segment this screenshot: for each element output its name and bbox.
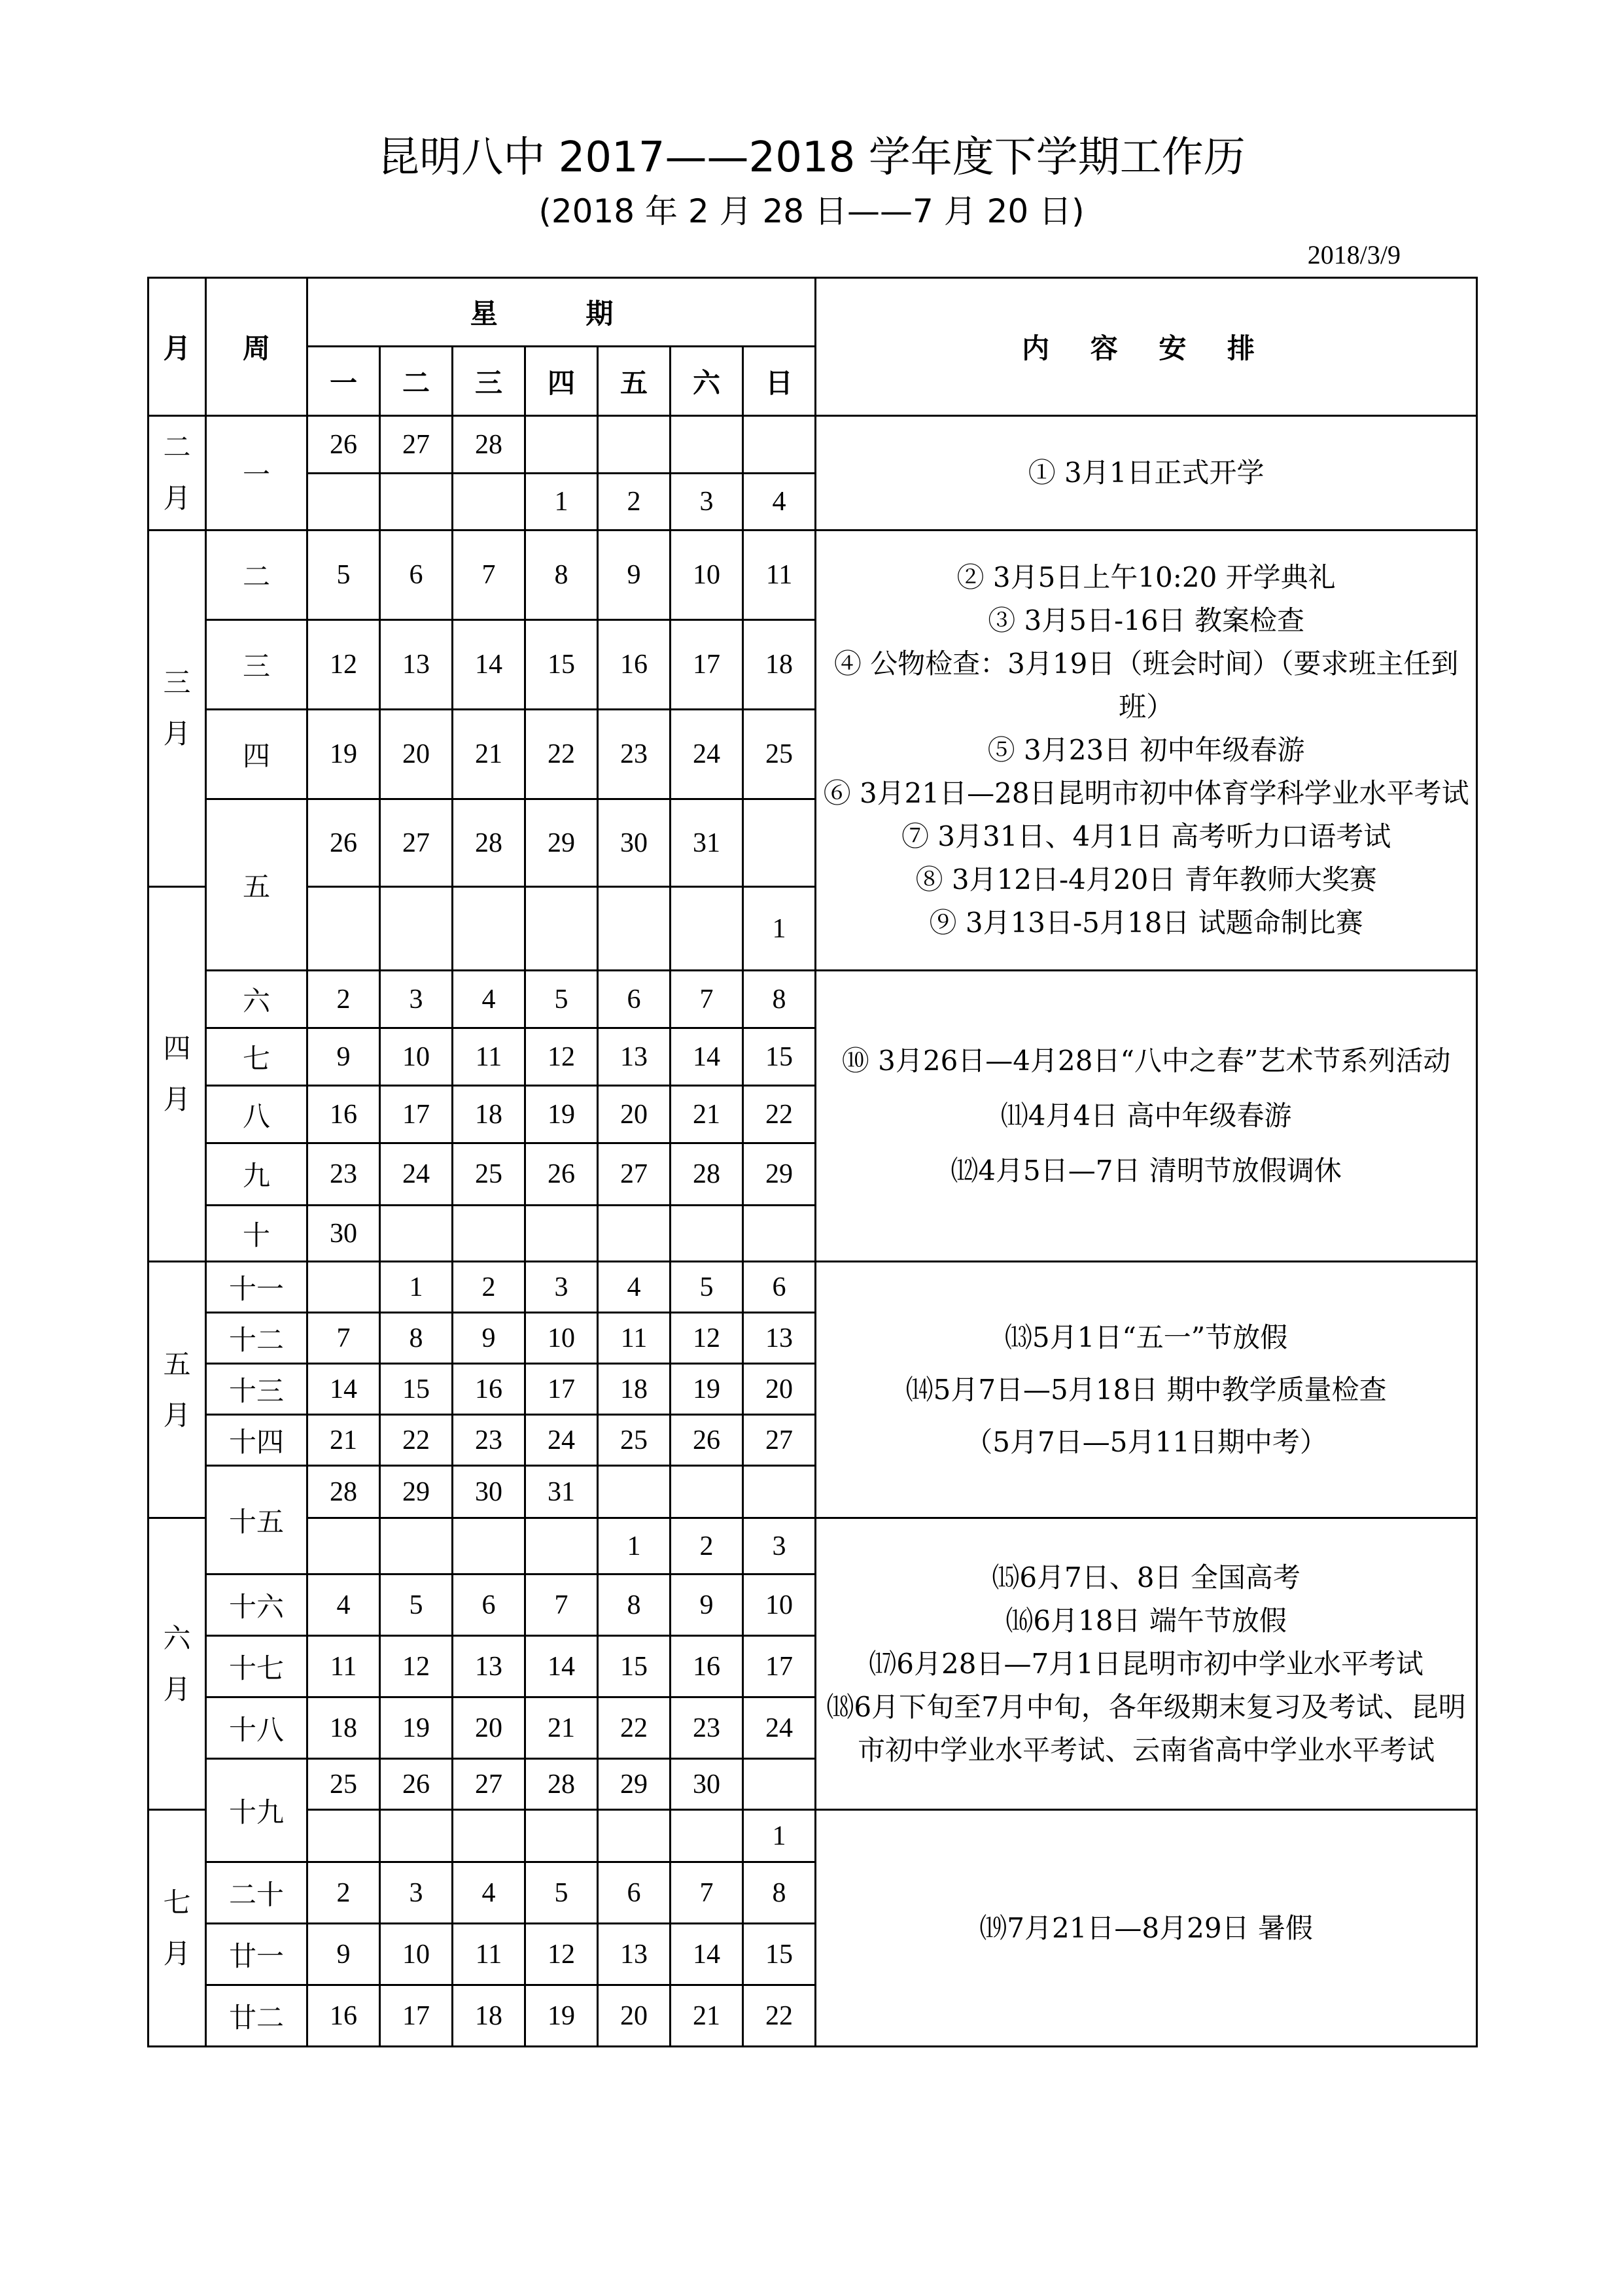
day-cell: 23 <box>671 1697 743 1759</box>
day-cell: 12 <box>307 620 380 710</box>
week-label: 十四 <box>206 1415 307 1466</box>
schedule-item: ⒅6月下旬至7月中旬，各年级期末复习及考试、昆明市初中学业水平考试、云南省高中学业水平考试 <box>826 1690 1466 1766</box>
day-cell: 22 <box>525 710 598 799</box>
day-cell: 5 <box>307 531 380 620</box>
week-label: 七 <box>206 1028 307 1086</box>
day-cell <box>598 416 671 474</box>
week-label: 廿一 <box>206 1924 307 1985</box>
day-cell: 15 <box>743 1924 816 1985</box>
day-cell: 21 <box>671 1086 743 1143</box>
day-cell <box>743 799 816 887</box>
day-cell: 9 <box>307 1028 380 1086</box>
week-label: 十 <box>206 1206 307 1262</box>
header-day: 二 <box>380 347 453 416</box>
day-cell: 21 <box>453 710 525 799</box>
day-cell <box>380 1810 453 1862</box>
day-cell: 16 <box>307 1086 380 1143</box>
day-cell: 15 <box>525 620 598 710</box>
week-label: 一 <box>206 416 307 531</box>
week-label: 廿二 <box>206 1985 307 2047</box>
day-cell: 16 <box>598 620 671 710</box>
content-may <box>816 1262 1477 1518</box>
content-mar <box>816 531 1477 971</box>
week-label: 八 <box>206 1086 307 1143</box>
day-cell: 29 <box>743 1143 816 1206</box>
day-cell: 10 <box>380 1924 453 1985</box>
day-cell: 14 <box>671 1028 743 1086</box>
day-cell <box>598 1466 671 1518</box>
day-cell: 27 <box>453 1759 525 1810</box>
day-cell: 13 <box>598 1924 671 1985</box>
day-cell: 23 <box>598 710 671 799</box>
day-cell: 11 <box>453 1028 525 1086</box>
day-cell <box>380 1206 453 1262</box>
day-cell: 24 <box>380 1143 453 1206</box>
day-cell: 18 <box>453 1086 525 1143</box>
schedule-item: ⒂6月7日、8日 全国高考 <box>992 1561 1300 1593</box>
day-cell: 13 <box>743 1313 816 1364</box>
day-cell: 7 <box>671 971 743 1028</box>
day-cell <box>380 474 453 531</box>
header-content-label: 内 容 安 排 <box>1022 332 1271 364</box>
day-cell: 7 <box>453 531 525 620</box>
day-cell <box>671 1466 743 1518</box>
day-cell: 25 <box>307 1759 380 1810</box>
day-cell: 28 <box>307 1466 380 1518</box>
day-cell <box>525 416 598 474</box>
week-label: 十九 <box>206 1759 307 1862</box>
day-cell: 2 <box>671 1518 743 1574</box>
day-cell: 16 <box>453 1364 525 1415</box>
day-cell: 29 <box>525 799 598 887</box>
day-cell <box>525 1206 598 1262</box>
day-cell: 26 <box>525 1143 598 1206</box>
day-cell: 16 <box>307 1985 380 2047</box>
day-cell: 31 <box>671 799 743 887</box>
day-cell: 30 <box>307 1206 380 1262</box>
day-cell: 5 <box>525 1862 598 1924</box>
schedule-item: ⑦ 3月31日、4月1日 高考听力口语考试 <box>901 820 1391 852</box>
day-cell: 4 <box>743 474 816 531</box>
day-cell: 1 <box>525 474 598 531</box>
day-cell <box>307 887 380 971</box>
week-label: 三 <box>206 620 307 710</box>
week-label: 十六 <box>206 1574 307 1636</box>
day-cell: 24 <box>525 1415 598 1466</box>
day-cell: 1 <box>743 887 816 971</box>
day-cell: 7 <box>525 1574 598 1636</box>
day-cell <box>525 1518 598 1574</box>
day-cell: 1 <box>380 1262 453 1313</box>
day-cell <box>453 474 525 531</box>
day-cell: 26 <box>380 1759 453 1810</box>
header-weekday-group-label: 星 期 <box>470 298 653 330</box>
day-cell <box>743 1466 816 1518</box>
day-cell: 19 <box>671 1364 743 1415</box>
day-cell <box>453 1810 525 1862</box>
week-label: 二十 <box>206 1862 307 1924</box>
day-cell: 25 <box>598 1415 671 1466</box>
day-cell: 22 <box>743 1985 816 2047</box>
day-cell: 20 <box>380 710 453 799</box>
month-jul: 七 月 <box>148 1810 206 2047</box>
day-cell: 27 <box>380 416 453 474</box>
day-cell <box>671 416 743 474</box>
day-cell <box>598 887 671 971</box>
day-cell: 17 <box>380 1086 453 1143</box>
day-cell: 11 <box>453 1924 525 1985</box>
day-cell <box>307 1518 380 1574</box>
day-cell: 5 <box>380 1574 453 1636</box>
day-cell: 12 <box>380 1636 453 1697</box>
header-weekday-group <box>307 278 816 347</box>
day-cell: 21 <box>525 1697 598 1759</box>
day-cell: 20 <box>453 1697 525 1759</box>
schedule-item: ⒆7月21日—8月29日 暑假 <box>979 1911 1313 1944</box>
day-cell: 15 <box>380 1364 453 1415</box>
day-cell <box>307 1262 380 1313</box>
day-cell: 26 <box>307 416 380 474</box>
schedule-item: ⒀5月1日“五一”节放假 <box>1004 1321 1288 1353</box>
schedule-item: ⑨ 3月13日-5月18日 试题命制比赛 <box>929 907 1363 939</box>
day-cell: 15 <box>743 1028 816 1086</box>
day-cell: 22 <box>598 1697 671 1759</box>
schedule-item: ⒄6月28日—7月1日昆明市初中学业水平考试 <box>869 1647 1423 1680</box>
header-day: 日 <box>743 347 816 416</box>
day-cell: 30 <box>598 799 671 887</box>
page-subtitle: (2018 年 2 月 28 日——7 月 20 日) <box>538 192 1085 230</box>
content-apr <box>816 971 1477 1262</box>
content-jun <box>816 1518 1477 1810</box>
month-jun: 六 月 <box>148 1518 206 1810</box>
content-jul <box>816 1810 1477 2047</box>
day-cell: 26 <box>671 1415 743 1466</box>
month-feb: 二 月 <box>148 416 206 531</box>
day-cell: 11 <box>307 1636 380 1697</box>
day-cell: 18 <box>598 1364 671 1415</box>
day-cell: 27 <box>380 799 453 887</box>
day-cell <box>598 1810 671 1862</box>
day-cell: 15 <box>598 1636 671 1697</box>
day-cell: 17 <box>743 1636 816 1697</box>
day-cell: 17 <box>380 1985 453 2047</box>
day-cell: 4 <box>453 1862 525 1924</box>
schedule-item: ③ 3月5日-16日 教案检查 <box>988 604 1304 636</box>
day-cell: 24 <box>743 1697 816 1759</box>
calendar-table <box>147 277 1478 2047</box>
day-cell: 13 <box>380 620 453 710</box>
day-cell: 8 <box>380 1313 453 1364</box>
day-cell <box>671 1810 743 1862</box>
day-cell: 28 <box>525 1759 598 1810</box>
schedule-item: ⑧ 3月12日-4月20日 青年教师大奖赛 <box>915 863 1377 896</box>
day-cell: 28 <box>671 1143 743 1206</box>
day-cell: 4 <box>453 971 525 1028</box>
header-day: 三 <box>453 347 525 416</box>
header-day: 一 <box>307 347 380 416</box>
day-cell <box>307 474 380 531</box>
day-cell: 20 <box>598 1086 671 1143</box>
day-cell: 2 <box>453 1262 525 1313</box>
month-may: 五 月 <box>148 1262 206 1518</box>
header-day: 五 <box>598 347 671 416</box>
day-cell: 3 <box>525 1262 598 1313</box>
day-cell: 5 <box>525 971 598 1028</box>
day-cell: 11 <box>743 531 816 620</box>
day-cell: 18 <box>307 1697 380 1759</box>
day-cell: 10 <box>525 1313 598 1364</box>
day-cell <box>743 1759 816 1810</box>
day-cell: 22 <box>743 1086 816 1143</box>
day-cell: 14 <box>525 1636 598 1697</box>
day-cell: 4 <box>598 1262 671 1313</box>
day-cell: 29 <box>380 1466 453 1518</box>
day-cell: 27 <box>598 1143 671 1206</box>
day-cell: 9 <box>453 1313 525 1364</box>
day-cell: 11 <box>598 1313 671 1364</box>
day-cell: 1 <box>743 1810 816 1862</box>
day-cell <box>743 1206 816 1262</box>
header-content <box>816 278 1477 416</box>
day-cell: 23 <box>453 1415 525 1466</box>
day-cell: 9 <box>671 1574 743 1636</box>
day-cell: 17 <box>671 620 743 710</box>
document-date: 2018/3/9 <box>1307 240 1401 270</box>
day-cell <box>453 1206 525 1262</box>
day-cell: 20 <box>598 1985 671 2047</box>
schedule-item: ⑩ 3月26日—4月28日“八中之春”艺术节系列活动 <box>841 1045 1451 1077</box>
day-cell: 26 <box>307 799 380 887</box>
header-day: 六 <box>671 347 743 416</box>
day-cell: 14 <box>453 620 525 710</box>
day-cell: 1 <box>598 1518 671 1574</box>
day-cell: 4 <box>307 1574 380 1636</box>
header-month: 月 <box>148 278 206 416</box>
day-cell: 19 <box>380 1697 453 1759</box>
week-label: 十三 <box>206 1364 307 1415</box>
day-cell: 19 <box>525 1086 598 1143</box>
day-cell <box>525 1810 598 1862</box>
day-cell: 6 <box>453 1574 525 1636</box>
day-cell: 30 <box>671 1759 743 1810</box>
day-cell: 9 <box>598 531 671 620</box>
day-cell: 6 <box>598 971 671 1028</box>
day-cell: 7 <box>307 1313 380 1364</box>
day-cell: 13 <box>453 1636 525 1697</box>
day-cell <box>598 1206 671 1262</box>
day-cell <box>453 887 525 971</box>
schedule-item: ② 3月5日上午10:20 开学典礼 <box>956 561 1336 593</box>
schedule-item: ① 3月1日正式开学 <box>1028 457 1265 489</box>
day-cell: 3 <box>743 1518 816 1574</box>
week-label: 十二 <box>206 1313 307 1364</box>
day-cell: 18 <box>743 620 816 710</box>
day-cell: 10 <box>380 1028 453 1086</box>
day-cell <box>307 1810 380 1862</box>
day-cell: 28 <box>453 416 525 474</box>
header-week: 周 <box>206 278 307 416</box>
day-cell: 30 <box>453 1466 525 1518</box>
day-cell: 9 <box>307 1924 380 1985</box>
day-cell: 21 <box>671 1985 743 2047</box>
day-cell: 6 <box>380 531 453 620</box>
schedule-item: ⑾4月4日 高中年级春游 <box>1000 1100 1292 1132</box>
day-cell: 10 <box>671 531 743 620</box>
day-cell: 12 <box>525 1924 598 1985</box>
content-feb <box>816 416 1477 531</box>
day-cell: 12 <box>671 1313 743 1364</box>
week-label: 十七 <box>206 1636 307 1697</box>
header-day: 四 <box>525 347 598 416</box>
schedule-item: ⒃6月18日 端午节放假 <box>1005 1604 1287 1637</box>
day-cell: 8 <box>743 971 816 1028</box>
day-cell: 3 <box>380 971 453 1028</box>
day-cell: 24 <box>671 710 743 799</box>
day-cell: 14 <box>671 1924 743 1985</box>
week-label: 二 <box>206 531 307 620</box>
schedule-item: （5月7日—5月11日期中考） <box>965 1425 1327 1458</box>
day-cell: 6 <box>743 1262 816 1313</box>
day-cell <box>380 887 453 971</box>
schedule-item: ④ 公物检查：3月19日（班会时间）（要求班主任到班） <box>833 648 1459 723</box>
day-cell <box>380 1518 453 1574</box>
schedule-item: ⑿4月5日—7日 清明节放假调休 <box>951 1155 1342 1187</box>
day-cell: 3 <box>380 1862 453 1924</box>
day-cell: 25 <box>743 710 816 799</box>
day-cell <box>743 416 816 474</box>
day-cell: 16 <box>671 1636 743 1697</box>
day-cell: 2 <box>598 474 671 531</box>
day-cell: 27 <box>743 1415 816 1466</box>
schedule-item: ⑤ 3月23日 初中年级春游 <box>987 734 1305 766</box>
week-label: 六 <box>206 971 307 1028</box>
day-cell: 7 <box>671 1862 743 1924</box>
week-label: 十八 <box>206 1697 307 1759</box>
schedule-item: ⒁5月7日—5月18日 期中教学质量检查 <box>905 1373 1387 1406</box>
day-cell <box>453 1518 525 1574</box>
day-cell <box>671 1206 743 1262</box>
day-cell: 5 <box>671 1262 743 1313</box>
week-label: 十五 <box>206 1466 307 1574</box>
day-cell: 8 <box>743 1862 816 1924</box>
month-apr: 四 月 <box>148 887 206 1262</box>
month-mar: 三 月 <box>148 531 206 887</box>
day-cell: 31 <box>525 1466 598 1518</box>
day-cell: 25 <box>453 1143 525 1206</box>
day-cell: 19 <box>307 710 380 799</box>
week-label: 五 <box>206 799 307 971</box>
day-cell: 22 <box>380 1415 453 1466</box>
day-cell: 23 <box>307 1143 380 1206</box>
day-cell: 13 <box>598 1028 671 1086</box>
day-cell <box>671 887 743 971</box>
week-label: 九 <box>206 1143 307 1206</box>
day-cell <box>525 887 598 971</box>
day-cell: 6 <box>598 1862 671 1924</box>
day-cell: 19 <box>525 1985 598 2047</box>
day-cell: 2 <box>307 1862 380 1924</box>
day-cell: 2 <box>307 971 380 1028</box>
day-cell: 10 <box>743 1574 816 1636</box>
day-cell: 8 <box>525 531 598 620</box>
day-cell: 8 <box>598 1574 671 1636</box>
day-cell: 29 <box>598 1759 671 1810</box>
day-cell: 12 <box>525 1028 598 1086</box>
day-cell: 18 <box>453 1985 525 2047</box>
week-label: 十一 <box>206 1262 307 1313</box>
day-cell: 21 <box>307 1415 380 1466</box>
day-cell: 14 <box>307 1364 380 1415</box>
day-cell: 17 <box>525 1364 598 1415</box>
schedule-item: ⑥ 3月21日—28日昆明市初中体育学科学业水平考试 <box>823 777 1469 809</box>
day-cell: 20 <box>743 1364 816 1415</box>
day-cell: 3 <box>671 474 743 531</box>
week-label: 四 <box>206 710 307 799</box>
day-cell: 28 <box>453 799 525 887</box>
page-title: 昆明八中 2017——2018 学年度下学期工作历 <box>377 133 1246 182</box>
